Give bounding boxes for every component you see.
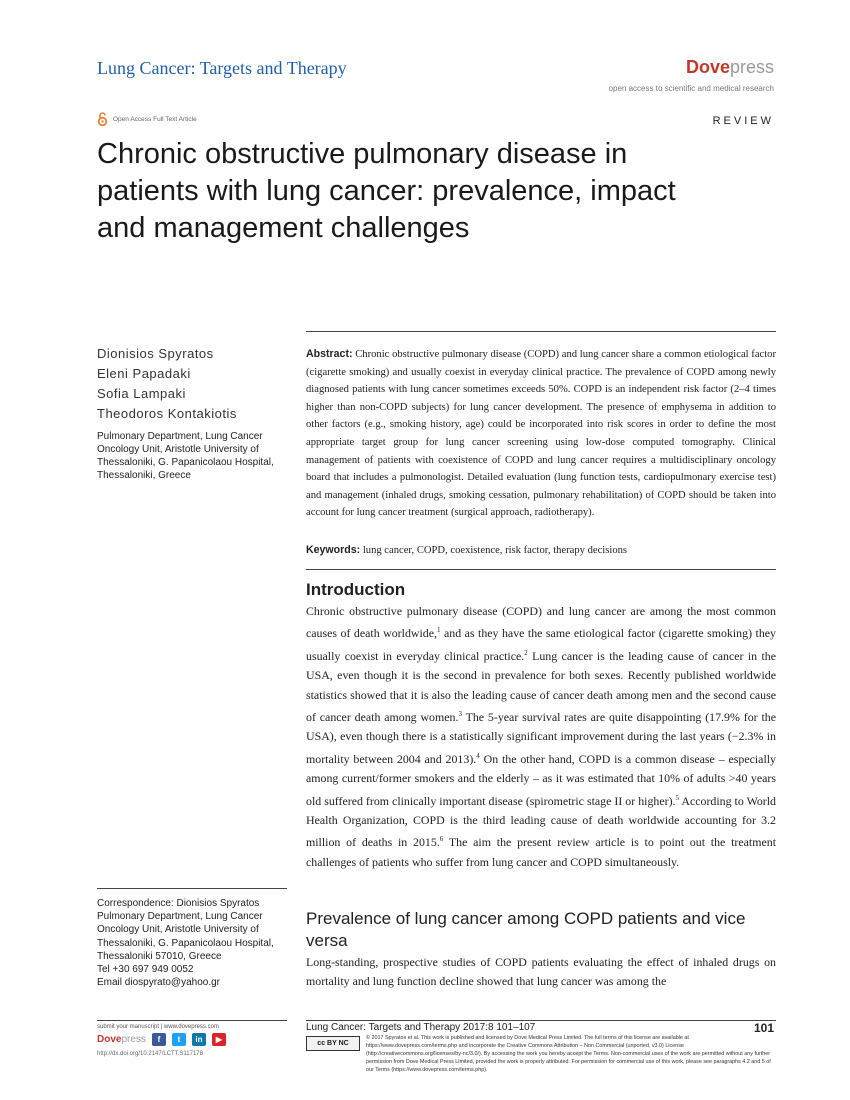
intro-text-2: and as they have the same etiological factor (cigarette smoking) they usually coexist in everyday clinical practice. [306,626,776,663]
author-name[interactable]: Eleni Papadaki [97,366,191,381]
intro-text-1: Chronic obstructive pulmonary disease (COPD) and lung cancer are among the most common causes of death worldwide, [306,604,776,641]
intro-text-3: Lung cancer is the leading cause of cancer in the USA, even though it is the second in prevalence for both sexes. Recently published worldwide statistics showed that it is also the leading cause of cancer death among men and the second cause of cancer death among women. [306,648,776,724]
article-type: REVIEW [712,115,774,127]
abstract-text: Chronic obstructive pulmonary disease (COPD) and lung cancer share a common etiological factor (cigarette smoking) and usually coexist in everyday clinical practice. The prevalence of COPD among newly diagnosed patients with lung cancer sometimes exceeds 50%. COPD is an independent risk factor (2–4 times higher than non-COPD subjects) for lung cancer development. The presence of emphysema in addition to other factors (e.g., smoking history, age) could be incorporated into risk scores in order to define the most appropriate target group for lung cancer screening using low-dose computed tomography. Clinical management of patients with coexistence of COPD and lung cancer requires a multidisciplinary oncology board that includes a pulmonologist. Detailed evaluation (lung function tests, cardiopulmonary exercise test) and management (inhaled drugs, smoking cessation, pulmonary rehabilitation) of COPD should be taken into account for lung cancer treatment (surgical approach, radiotherapy). [306,349,776,519]
footer-logo-press: press [121,1034,146,1045]
reference-link[interactable]: 5 [675,793,680,802]
publisher-logo[interactable] [686,57,774,78]
open-access-lock-icon [97,112,108,126]
facebook-icon[interactable]: f [152,1033,166,1046]
correspondence-line: Thessaloniki 57010, Greece [97,950,222,962]
submit-manuscript-link[interactable]: submit your manuscript | www.dovepress.com [97,1024,219,1030]
footer-publisher-logo[interactable] [97,1034,146,1045]
intro-text-6: According to World Health Organization, COPD is the third leading cause of death worldwide accounting for 3.2 million of deaths in 2015. [306,793,776,850]
footer-logo-dove: Dove [97,1034,122,1045]
intro-text-7: The aim the present review article is to point out the treatment challenges of patients who suffer from lung cancer and COPD simultaneously. [306,835,777,869]
correspondence-block [97,897,297,989]
abstract [306,346,776,522]
license-text: © 2017 Spyratos et al. This work is published and licensed by Dove Medical Press Limited. The full terms of this license are available at https://www.dovepress.com/terms.php and incorporate the Creative Commons Attribution – Non Commercial (unported, v3.0) License (http://creativecommons.org/licenses/by-nc/3.0/). By accessing the work you hereby accept the Terms. Non-commercial uses of the work are permitted without any further permission from Dove Medical Press Limited, provided the work is properly attributed. For permission for commercial use of this work, please see paragraphs 4.2 and 5 of our Terms (https://www.dovepress.com/terms.php). [366,1035,771,1073]
author-list [97,344,237,424]
open-access-label: Open Access Full Text Article [113,115,197,123]
publisher-logo-dove: Dove [685,57,730,77]
article-title [97,136,737,247]
author-affiliation: Pulmonary Department, Lung Cancer Oncology Unit, Aristotle University of Thessaloniki, G. Papanicolaou Hospital, Thessaloniki, Greece [97,431,274,481]
reference-link[interactable]: 3 [458,709,462,718]
divider-abstract [306,569,776,570]
article-title-line-3: and management challenges [97,212,470,244]
twitter-icon[interactable]: t [172,1033,186,1046]
divider-top [306,331,776,332]
open-access-row [97,112,197,126]
correspondence-line: Oncology Unit, Aristotle University of [97,924,259,936]
reference-link[interactable]: 4 [476,751,480,760]
divider-footer-right [306,1020,776,1021]
reference-link[interactable]: 1 [436,626,441,635]
publisher-tagline: open access to scientific and medical research [608,84,774,93]
reference-link[interactable]: 6 [439,835,444,844]
correspondence-line: Thessaloniki, G. Papanicolaou Hospital, [97,937,274,949]
article-title-line-1: Chronic obstructive pulmonary disease in [97,138,628,170]
creative-commons-badge[interactable]: cc BY NC [306,1036,360,1051]
reference-link[interactable]: 2 [524,648,528,657]
section-heading-prevalence: Prevalence of lung cancer among COPD patients and vice versa [306,909,746,950]
divider-footer-left [97,1020,287,1021]
youtube-icon[interactable]: ▶ [212,1033,226,1046]
intro-text-5: On the other hand, COPD is a common disease – especially among current/former smokers and the elderly – as it was estimated that 10% of adults >40 years old suffered from clinically important disease (spirometric stage II or higher). [306,751,777,808]
journal-citation: Lung Cancer: Targets and Therapy 2017:8 101–107 [306,1022,536,1033]
page-number: 101 [753,1021,774,1035]
prevalence-paragraph: Long-standing, prospective studies of COPD patients evaluating the effect of inhaled drugs on mortality and lung function decline showed that lung cancer was among the [306,955,776,989]
author-name[interactable]: Dionisios Spyratos [97,346,214,361]
publisher-logo-press: press [729,57,774,77]
author-name[interactable]: Sofia Lampaki [97,386,186,401]
keywords-label: Keywords: [306,544,361,556]
keywords-text: lung cancer, COPD, coexistence, risk factor, therapy decisions [362,545,628,556]
journal-name[interactable]: Lung Cancer: Targets and Therapy [97,58,347,78]
section-heading-introduction: Introduction [306,580,406,599]
linkedin-icon[interactable]: in [192,1033,206,1046]
correspondence-phone: Tel +30 697 949 0052 [97,964,194,976]
abstract-label: Abstract: [306,348,353,360]
author-name[interactable]: Theodoros Kontakiotis [97,406,237,421]
doi-link[interactable]: http://dx.doi.org/10.2147/LCTT.S117178 [97,1051,203,1057]
correspondence-line: Correspondence: Dionisios Spyratos [97,898,260,909]
intro-text-4: The 5-year survival rates are quite disappointing (17.9% for the USA), even though there is a statistically significant improvement during the last years (−2.3% in mortality between 2004 and 2013). [306,709,776,766]
introduction-paragraph [306,602,776,872]
divider-correspondence [97,888,287,889]
keywords [306,542,776,559]
footer-logo-row [97,1033,226,1046]
correspondence-line: Pulmonary Department, Lung Cancer [97,911,263,923]
article-title-line-2: patients with lung cancer: prevalence, impact [97,175,676,207]
correspondence-email[interactable]: Email diospyrato@yahoo.gr [97,977,220,989]
